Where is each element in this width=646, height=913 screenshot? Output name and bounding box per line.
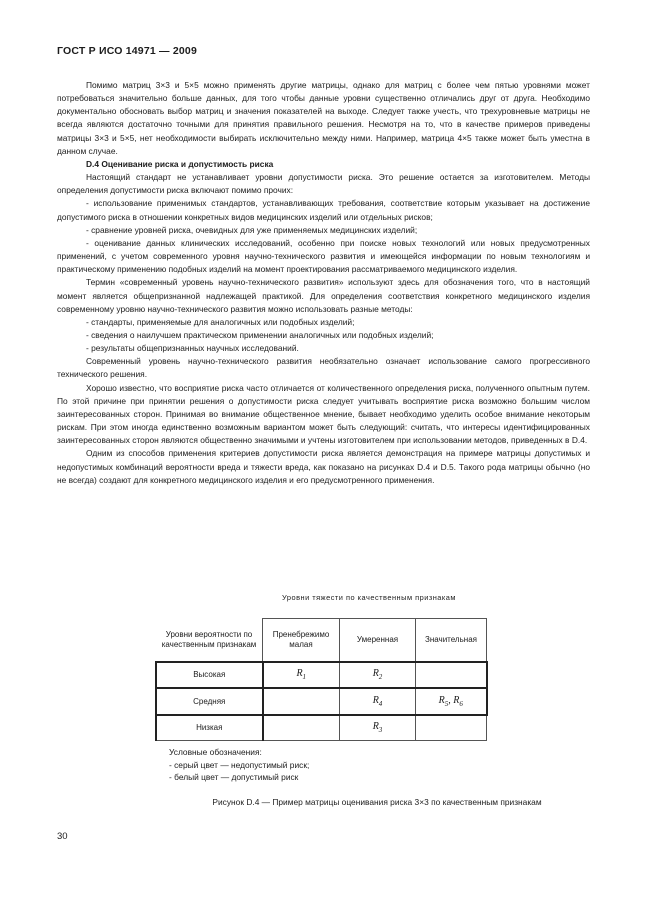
list-item-best-practice: - сведения о наилучшем практическом применении аналогичных или подобных изделий; [86, 329, 434, 340]
paragraph-acceptability: Настоящий стандарт не устанавливает уровни допустимости риска. Это решение остается за изготовителем. Методы определения допустимости риска включают помимо прочих: [57, 172, 590, 196]
risk-symbol: $R_5$, $R_6$ [438, 694, 463, 708]
risk-matrix [155, 618, 488, 741]
paragraph-progressive: Современный уровень научно-технического развития необязательно означает использование самого прогрессивного технического решения. [57, 356, 590, 380]
cell-low-significant [416, 715, 487, 741]
cell-high-significant [416, 662, 487, 688]
col-header-significant: Значительная [416, 619, 487, 662]
cell-medium-moderate [340, 688, 416, 715]
document-header: ГОСТ Р ИСО 14971 — 2009 [57, 45, 197, 57]
paragraph-state-of-art: Термин «современный уровень научно-технического развития» используют здесь для обозначения того, что в настоящий момент является общепризнанной надлежащей практикой. Для определения соответствия конкретного медицинского изделия современному уровню научно-технического развития можно использовать разные методы: [57, 277, 590, 314]
paragraph-matrices: Помимо матриц 3×3 и 5×5 можно применять другие матрицы, однако для матриц с более чем пятью уровнями может потребоваться значительно больше данных, для того чтобы данные уровни существенно отличались друг от друга. Необходимо документально обосновать выбор матриц и значения показателей на выходе. Следует также учесть, что трехуровневые матрицы не всегда являются достаточно точными для принятия правильного решения. Несмотря на то, что в качестве примеров приведены матрицы 3×3 и 5×5, нет необходимости выбирать исключительно между ними. Например, матрица 4×5 также может быть уместна в данном случае. [57, 80, 590, 156]
cell-high-moderate [340, 662, 416, 688]
paragraph-perception: Хорошо известно, что восприятие риска часто отличается от количественного определения риска, полученного опытным путем. По этой причине при принятии решения о допустимости риска следует учитывать восприятие риска возможно большим числом заинтересованных сторон. Принимая во внимание общественное мнение, бывает необходимо уделить особое внимание некоторым рискам. При этом иногда единственно возможным вариантом может быть следующий: считать, что интересы идентифицированных заинтересованных сторон являются общественно значимыми и учтены изготовителем при использовании методов, приведенных в D.4. [57, 382, 590, 446]
list-item-clinical: - оценивание данных клинических исследований, особенно при поиске новых технологий или новых предусмотренных применений, с учетом современного уровня научно-технического развития и имеющейся информации по новым технологиям и практическому применению подобных изделий на момент проектирования рассматриваемого медицинского изделия. [57, 237, 590, 275]
severity-axis-caption: Уровни тяжести по качественным признакам [282, 593, 456, 602]
risk-symbol: $R_2$ [372, 668, 383, 681]
figure-legend [169, 746, 309, 784]
list-item-comparison: - сравнение уровней риска, очевидных для уже применяемых медицинских изделий; [86, 224, 418, 235]
row-label-low: Низкая [156, 715, 263, 741]
list-item-standards-similar: - стандарты, применяемые для аналогичных или подобных изделий; [86, 316, 355, 327]
legend-white: - белый цвет — допустимый риск [169, 772, 299, 782]
list-item-research: - результаты общепризнанных научных исследований. [86, 343, 299, 354]
cell-low-moderate [340, 715, 416, 741]
cell-medium-negligible [263, 688, 340, 715]
paragraph-demonstration: Одним из способов применения критериев допустимости риска является демонстрация на примере матрицы допустимых и недопустимых комбинаций вероятности вреда и тяжести вреда, как показано на рисунках D.4 и D.5. Такого рода матрицы обычно (но не всегда) создают для конкретного медицинского изделия и его предусмотренного применения. [57, 448, 590, 485]
risk-symbol: $R_3$ [372, 721, 383, 734]
body-text [57, 79, 590, 487]
list-item-standards: - использование применимых стандартов, устанавливающих требования, соответствие которым указывает на достижение допустимого риска в отношении конкретных видов медицинских изделий или отдельных рисков; [57, 198, 590, 222]
section-heading-d4: D.4 Оценивание риска и допустимость риска [86, 158, 274, 169]
page-number: 30 [57, 831, 68, 842]
legend-gray: - серый цвет — недопустимый риск; [169, 759, 310, 770]
row-label-high: Высокая [156, 662, 263, 688]
cell-medium-significant [416, 688, 487, 715]
col-header-negligible: Пренебрежимо малая [263, 619, 340, 662]
risk-symbol: $R_1$ [296, 668, 307, 681]
cell-high-negligible [263, 662, 340, 688]
col-header-moderate: Умеренная [340, 619, 416, 662]
row-header-cell: Уровни вероятности по качественным признакам [161, 629, 257, 649]
risk-symbol: $R_4$ [372, 694, 383, 708]
cell-low-negligible [263, 715, 340, 741]
row-label-medium: Средняя [156, 688, 263, 715]
legend-title: Условные обозначения: [169, 747, 262, 757]
figure-caption: Рисунок D.4 — Пример матрицы оценивания риска 3×3 по качественным признакам [212, 797, 542, 807]
